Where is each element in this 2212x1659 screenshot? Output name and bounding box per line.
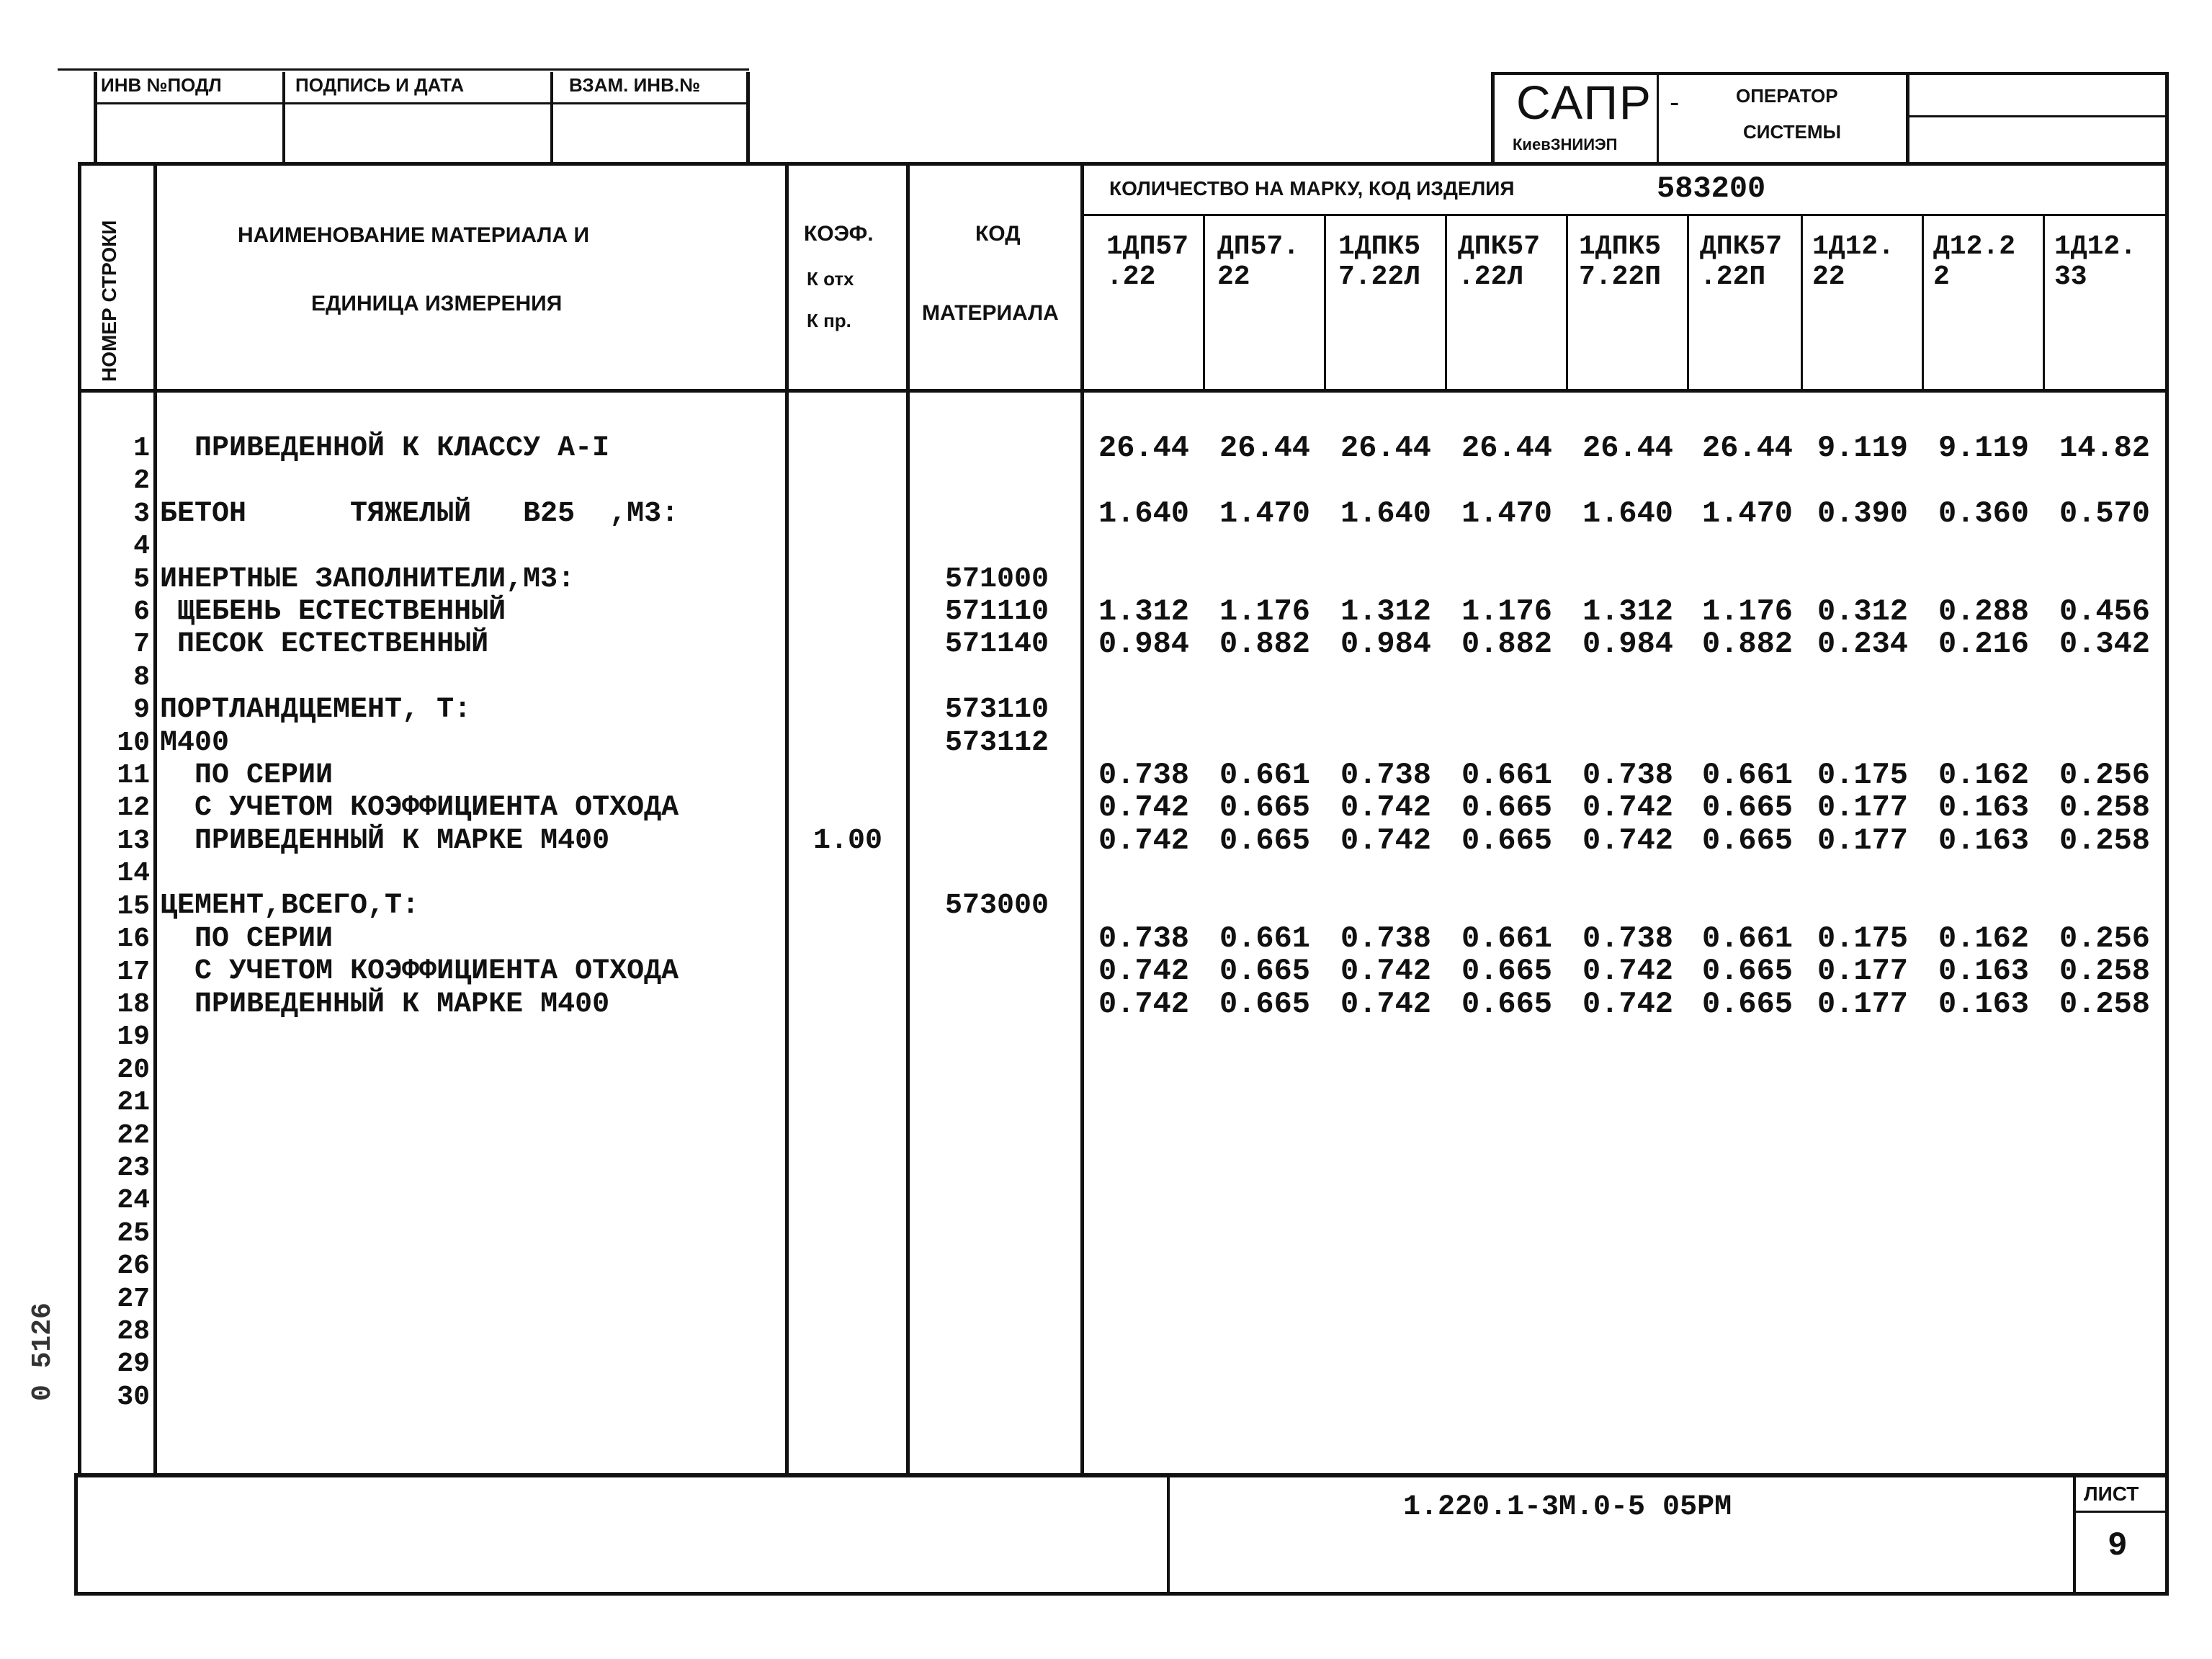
quantity-cell: 0.177 xyxy=(1817,986,1909,1021)
quantity-cell: 26.44 xyxy=(1219,431,1311,465)
material-codes xyxy=(913,432,1080,923)
operator-label: ОПЕРАТОР xyxy=(1736,85,1838,107)
material-description: ПЕСОК ЕСТЕСТВЕННЫЙ xyxy=(160,628,489,661)
quantity-cell xyxy=(1326,694,1446,726)
quantity-cell: 0.665 xyxy=(1701,823,1794,858)
quantity-cell xyxy=(1447,661,1567,694)
quantity-cell: 0.661 xyxy=(1461,921,1553,956)
quantity-cell: 0.984 xyxy=(1340,627,1432,662)
coefficient-value xyxy=(791,759,905,792)
quantity-cell xyxy=(1924,563,2043,596)
quantity-cell: 0.665 xyxy=(1461,954,1553,989)
row-number-header: НОМЕР СТРОКИ xyxy=(98,220,120,382)
quantity-cell: 0.288 xyxy=(1938,594,2030,629)
row-number: 16 xyxy=(117,924,150,955)
quantity-cell: 0.661 xyxy=(1219,757,1311,792)
coef-header-line3: К пр. xyxy=(807,310,851,331)
quantity-cell: 1.640 xyxy=(1340,496,1432,531)
quantity-cell xyxy=(2045,857,2164,890)
material-code xyxy=(913,661,1080,694)
quantity-cell xyxy=(1326,727,1446,759)
coef-header-line1: КОЭФ. xyxy=(804,222,874,246)
product-code: 583200 xyxy=(1657,171,1766,206)
quantity-cell: 0.742 xyxy=(1582,986,1674,1021)
coefficient-value: 1.00 xyxy=(812,824,882,857)
quantity-cell: 1.470 xyxy=(1461,496,1553,531)
quantity-cell: 0.661 xyxy=(1219,921,1311,956)
mark-header: 1ДП57 .22 xyxy=(1106,231,1189,292)
material-description: ПОРТЛАНДЦЕМЕНТ, Т: xyxy=(160,694,472,727)
row-number: 24 xyxy=(117,1185,150,1217)
quantity-cell xyxy=(1924,465,2043,497)
quantity-cell: 1.470 xyxy=(1701,496,1794,531)
mark-header: 1ДПК5 7.22П xyxy=(1579,231,1662,292)
material-description: ЩЕБЕНЬ ЕСТЕСТВЕННЫЙ xyxy=(160,595,506,628)
mark-header: ДП57. 22 xyxy=(1217,231,1300,292)
quantity-cell xyxy=(1326,661,1446,694)
coefficient-column xyxy=(791,432,905,857)
quantity-cell xyxy=(1568,694,1688,726)
quantity-cell: 0.742 xyxy=(1340,823,1432,858)
sheet-label: ЛИСТ xyxy=(2084,1483,2139,1505)
quantity-cell xyxy=(1205,890,1325,922)
quantity-cell xyxy=(1447,465,1567,497)
coefficient-value xyxy=(791,792,905,824)
material-code: 571000 xyxy=(944,563,1049,596)
quantity-cell: 0.258 xyxy=(2059,823,2151,858)
quantity-cell: 0.742 xyxy=(1098,986,1190,1021)
quantity-cell xyxy=(1205,465,1325,497)
quantity-cell: 0.342 xyxy=(2059,627,2151,662)
quantity-cell xyxy=(1688,661,1807,694)
mark-header: 1ДПК5 7.22Л xyxy=(1338,231,1421,292)
quantity-cell: 0.742 xyxy=(1582,790,1674,826)
quantity-column xyxy=(1568,432,1688,1021)
quantity-cell: 0.665 xyxy=(1701,954,1794,989)
quantity-column xyxy=(1205,432,1325,1021)
quantity-cell: 9.119 xyxy=(1817,431,1909,465)
quantity-cell: 0.738 xyxy=(1098,921,1190,956)
material-description: ПО СЕРИИ xyxy=(160,759,333,792)
quantity-cell xyxy=(1568,890,1688,922)
quantity-column xyxy=(1688,432,1807,1021)
coefficient-value xyxy=(791,628,905,661)
quantity-cell: 0.163 xyxy=(1938,954,2030,989)
quantity-cell xyxy=(1447,694,1567,726)
quantity-cell xyxy=(2045,890,2164,922)
quantity-cell xyxy=(1568,530,1688,563)
row-number: 5 xyxy=(133,563,150,595)
material-code: 571110 xyxy=(944,595,1049,628)
row-number: 18 xyxy=(117,988,150,1020)
material-description: М400 xyxy=(160,726,230,759)
material-code xyxy=(913,792,1080,824)
quantity-cell: 0.742 xyxy=(1582,823,1674,858)
quantity-cell xyxy=(1568,563,1688,596)
material-description: БЕТОН ТЯЖЕЛЫЙ В25 ,М3: xyxy=(160,497,679,530)
quantity-cell xyxy=(1205,857,1325,890)
quantity-cell xyxy=(1688,857,1807,890)
row-number: 8 xyxy=(133,661,150,693)
coefficient-value xyxy=(791,596,905,628)
quantity-cell: 0.742 xyxy=(1098,954,1190,989)
quantity-cell: 0.256 xyxy=(2059,921,2151,956)
quantity-cell: 0.162 xyxy=(1938,757,2030,792)
quantity-cell: 0.163 xyxy=(1938,823,2030,858)
quantity-cell: 0.742 xyxy=(1098,823,1190,858)
quantity-cell xyxy=(1447,530,1567,563)
quantity-cell xyxy=(1688,530,1807,563)
quantity-cell: 1.176 xyxy=(1701,594,1794,629)
quantity-cell: 0.234 xyxy=(1817,627,1909,662)
row-number: 13 xyxy=(117,825,150,857)
mark-header: 1Д12. 22 xyxy=(1812,231,1895,292)
stamp-inv-podl: ИНВ №ПОДЛ xyxy=(101,74,222,96)
material-code xyxy=(913,465,1080,497)
quantity-cell xyxy=(1447,727,1567,759)
row-number: 19 xyxy=(117,1021,150,1053)
quantity-cell: 0.661 xyxy=(1701,757,1794,792)
quantity-cell: 1.312 xyxy=(1340,594,1432,629)
quantity-cell xyxy=(1084,857,1204,890)
sheet-number: 9 xyxy=(2108,1527,2128,1565)
coefficient-value xyxy=(791,530,905,563)
material-code: 573000 xyxy=(944,890,1049,923)
quantity-cell xyxy=(1568,727,1688,759)
quantity-cell: 0.312 xyxy=(1817,594,1909,629)
quantity-cell: 0.258 xyxy=(2059,954,2151,989)
row-number: 2 xyxy=(133,465,150,497)
material-description: ПО СЕРИИ xyxy=(160,922,333,955)
quantity-cell: 0.175 xyxy=(1817,757,1909,792)
quantity-cell: 0.256 xyxy=(2059,757,2151,792)
row-number: 10 xyxy=(117,727,150,759)
quantity-cell xyxy=(1326,563,1446,596)
material-code: 573110 xyxy=(944,694,1049,727)
quantity-cell: 0.742 xyxy=(1340,954,1432,989)
quantity-cell xyxy=(1924,857,2043,890)
quantity-cell xyxy=(1688,727,1807,759)
material-description xyxy=(160,857,679,890)
coefficient-value xyxy=(791,563,905,596)
quantity-cell xyxy=(1205,661,1325,694)
row-number: 7 xyxy=(133,629,150,661)
quantity-cell xyxy=(1447,857,1567,890)
quantity-cell xyxy=(1326,530,1446,563)
quantity-cell xyxy=(2045,727,2164,759)
material-code: 571140 xyxy=(944,628,1049,661)
row-number: 17 xyxy=(117,956,150,988)
stamp-signature-date: ПОДПИСЬ И ДАТА xyxy=(295,74,465,96)
quantity-cell: 0.661 xyxy=(1461,757,1553,792)
row-number: 29 xyxy=(117,1349,150,1380)
quantity-cell: 26.44 xyxy=(1701,431,1794,465)
sapr-logo: САПР xyxy=(1516,76,1652,129)
coefficient-value xyxy=(791,694,905,726)
material-description xyxy=(160,661,679,694)
code-header-line2: МАТЕРИАЛА xyxy=(922,301,1059,325)
quantity-cell xyxy=(1924,890,2043,922)
material-code xyxy=(913,498,1080,530)
document-code: 1.220.1-3М.0-5 05РМ xyxy=(1403,1491,1732,1524)
row-number: 14 xyxy=(117,858,150,890)
quantity-cell xyxy=(1447,563,1567,596)
quantity-cell xyxy=(1803,465,1922,497)
organization-name: КиевЗНИИЭП xyxy=(1513,135,1618,153)
row-number: 20 xyxy=(117,1054,150,1086)
material-description: ЦЕМЕНТ,ВСЕГО,Т: xyxy=(160,890,420,923)
quantity-cell: 0.738 xyxy=(1340,757,1432,792)
quantity-cell xyxy=(2045,563,2164,596)
quantity-cell xyxy=(1924,727,2043,759)
quantity-cell: 0.984 xyxy=(1582,627,1674,662)
coefficient-value xyxy=(791,432,905,465)
coefficient-value xyxy=(791,727,905,759)
quantity-cell xyxy=(1803,563,1922,596)
quantity-cell: 1.176 xyxy=(1219,594,1311,629)
quantity-cell: 0.882 xyxy=(1701,627,1794,662)
quantity-cell: 0.738 xyxy=(1098,757,1190,792)
quantity-cell: 0.177 xyxy=(1817,954,1909,989)
dash-mark: - xyxy=(1670,86,1680,118)
quantity-cell: 0.360 xyxy=(1938,496,2030,531)
row-number: 6 xyxy=(133,596,150,628)
quantity-cell xyxy=(1084,694,1204,726)
quantity-column xyxy=(1326,432,1446,1021)
material-description: ИНЕРТНЫЕ ЗАПОЛНИТЕЛИ,М3: xyxy=(160,563,576,596)
mark-header: ДПК57 .22П xyxy=(1700,231,1783,292)
quantity-cell xyxy=(1205,694,1325,726)
quantity-cell xyxy=(1803,661,1922,694)
quantity-cell xyxy=(1688,694,1807,726)
quantity-cell xyxy=(1084,727,1204,759)
material-code xyxy=(913,857,1080,890)
quantity-cell: 0.177 xyxy=(1817,823,1909,858)
coef-header-line2: К отх xyxy=(807,268,854,290)
row-number: 1 xyxy=(133,433,150,464)
row-number: 4 xyxy=(133,531,150,563)
quantity-cell: 0.738 xyxy=(1582,757,1674,792)
row-number: 30 xyxy=(117,1381,150,1413)
quantity-cell xyxy=(1688,890,1807,922)
system-label: СИСТЕМЫ xyxy=(1743,121,1841,143)
quantity-cell xyxy=(2045,661,2164,694)
quantity-cell: 0.742 xyxy=(1098,790,1190,826)
quantity-column xyxy=(1447,432,1567,1021)
quantity-cell: 26.44 xyxy=(1098,431,1190,465)
quantity-column xyxy=(1924,432,2043,1021)
quantity-cell: 26.44 xyxy=(1461,431,1553,465)
row-number: 23 xyxy=(117,1152,150,1184)
quantity-cell: 1.312 xyxy=(1098,594,1190,629)
quantity-cell xyxy=(1205,563,1325,596)
quantity-cell xyxy=(1568,465,1688,497)
quantity-cell: 0.742 xyxy=(1340,790,1432,826)
row-number: 3 xyxy=(133,498,150,529)
quantity-cell: 0.738 xyxy=(1582,921,1674,956)
quantity-cell xyxy=(1084,890,1204,922)
quantity-cell: 0.665 xyxy=(1461,986,1553,1021)
quantity-cell xyxy=(1803,890,1922,922)
material-code xyxy=(913,825,1080,857)
material-header-line1: НАИМЕНОВАНИЕ МАТЕРИАЛА И xyxy=(238,223,590,247)
quantity-cell: 0.570 xyxy=(2059,496,2151,531)
material-code xyxy=(913,759,1080,792)
row-number: 26 xyxy=(117,1251,150,1282)
quantity-cell: 0.738 xyxy=(1340,921,1432,956)
quantity-cell xyxy=(1084,465,1204,497)
quantity-cell xyxy=(2045,530,2164,563)
quantity-cell xyxy=(1688,465,1807,497)
quantity-cell xyxy=(1568,661,1688,694)
quantity-cell: 0.882 xyxy=(1461,627,1553,662)
quantity-cell xyxy=(1205,727,1325,759)
row-number: 27 xyxy=(117,1283,150,1315)
quantity-cell xyxy=(1803,727,1922,759)
material-description: ПРИВЕДЕННОЙ К КЛАССУ А-I xyxy=(160,432,610,465)
quantity-cell xyxy=(1084,563,1204,596)
quantity-cell xyxy=(1084,530,1204,563)
quantity-cell xyxy=(1688,563,1807,596)
quantity-cell: 0.258 xyxy=(2059,790,2151,826)
quantity-cell: 0.665 xyxy=(1219,986,1311,1021)
quantity-cell: 1.470 xyxy=(1219,496,1311,531)
quantity-cell: 0.216 xyxy=(1938,627,2030,662)
quantity-cell: 0.665 xyxy=(1461,790,1553,826)
material-description: С УЧЕТОМ КОЭФФИЦИЕНТА ОТХОДА xyxy=(160,955,679,988)
quantity-cell: 0.665 xyxy=(1219,823,1311,858)
quantity-cell: 0.665 xyxy=(1219,790,1311,826)
material-description: ПРИВЕДЕННЫЙ К МАРКЕ М400 xyxy=(160,988,610,1021)
quantity-cell: 0.665 xyxy=(1219,954,1311,989)
quantity-cell: 0.163 xyxy=(1938,986,2030,1021)
quantity-cell xyxy=(1924,661,2043,694)
quantity-column xyxy=(2045,432,2164,1021)
coefficient-value xyxy=(791,498,905,530)
quantity-cell: 14.82 xyxy=(2059,431,2151,465)
quantity-cell: 0.175 xyxy=(1817,921,1909,956)
mark-header: ДПК57 .22Л xyxy=(1458,231,1541,292)
material-description xyxy=(160,530,679,563)
quantity-cell: 9.119 xyxy=(1938,431,2030,465)
row-number: 12 xyxy=(117,792,150,824)
material-description: С УЧЕТОМ КОЭФФИЦИЕНТА ОТХОДА xyxy=(160,792,679,825)
quantity-cell xyxy=(1447,890,1567,922)
quantity-cell: 1.176 xyxy=(1461,594,1553,629)
quantity-cell xyxy=(1803,530,1922,563)
quantity-cell: 1.640 xyxy=(1098,496,1190,531)
coefficient-value xyxy=(791,661,905,694)
quantity-cell: 0.177 xyxy=(1817,790,1909,826)
material-description xyxy=(160,465,679,497)
quantity-cell xyxy=(1205,530,1325,563)
quantity-column xyxy=(1084,432,1204,1021)
margin-note: 0 5126 xyxy=(27,1302,58,1401)
quantity-cell xyxy=(1924,530,2043,563)
stamp-vzam-inv: ВЗАМ. ИНВ.№ xyxy=(569,74,701,96)
mark-header: Д12.2 2 xyxy=(1933,231,2016,292)
quantity-cell: 0.390 xyxy=(1817,496,1909,531)
row-numbers xyxy=(81,432,150,1413)
quantity-cell xyxy=(2045,465,2164,497)
mark-header: 1Д12. 33 xyxy=(2054,231,2137,292)
quantity-cell: 0.742 xyxy=(1340,986,1432,1021)
row-number: 9 xyxy=(133,694,150,726)
material-header-line2: ЕДИНИЦА ИЗМЕРЕНИЯ xyxy=(311,292,563,316)
quantity-cell xyxy=(1326,857,1446,890)
quantity-cell: 0.162 xyxy=(1938,921,2030,956)
quantity-cell: 0.661 xyxy=(1701,921,1794,956)
code-header-line1: КОД xyxy=(975,222,1021,246)
quantity-cell xyxy=(1326,465,1446,497)
row-number: 21 xyxy=(117,1087,150,1119)
quantity-cell xyxy=(1568,857,1688,890)
quantity-cell: 0.456 xyxy=(2059,594,2151,629)
material-description: ПРИВЕДЕННЫЙ К МАРКЕ М400 xyxy=(160,824,610,857)
quantity-cell: 0.984 xyxy=(1098,627,1190,662)
material-descriptions xyxy=(160,432,679,1021)
quantity-cell: 26.44 xyxy=(1582,431,1674,465)
quantity-cell: 1.312 xyxy=(1582,594,1674,629)
row-number: 11 xyxy=(117,760,150,792)
quantity-cell xyxy=(1803,694,1922,726)
quantity-cell xyxy=(2045,694,2164,726)
quantity-cell xyxy=(1084,661,1204,694)
material-code xyxy=(913,432,1080,465)
row-number: 15 xyxy=(117,890,150,922)
quantity-header: КОЛИЧЕСТВО НА МАРКУ, КОД ИЗДЕЛИЯ xyxy=(1109,177,1515,200)
quantity-column xyxy=(1803,432,1922,1021)
material-code xyxy=(913,530,1080,563)
quantity-cell: 26.44 xyxy=(1340,431,1432,465)
row-number: 22 xyxy=(117,1119,150,1151)
quantity-cell xyxy=(1326,890,1446,922)
quantity-cell: 1.640 xyxy=(1582,496,1674,531)
material-code: 573112 xyxy=(944,726,1049,759)
quantity-cell: 0.163 xyxy=(1938,790,2030,826)
quantity-cell: 0.882 xyxy=(1219,627,1311,662)
quantity-cell xyxy=(1924,694,2043,726)
quantity-cell: 0.742 xyxy=(1582,954,1674,989)
quantity-cell: 0.665 xyxy=(1461,823,1553,858)
quantity-cell: 0.665 xyxy=(1701,790,1794,826)
coefficient-value xyxy=(791,465,905,497)
row-number: 25 xyxy=(117,1217,150,1249)
quantity-cell: 0.665 xyxy=(1701,986,1794,1021)
quantity-cell xyxy=(1803,857,1922,890)
quantity-cell: 0.258 xyxy=(2059,986,2151,1021)
row-number: 28 xyxy=(117,1315,150,1347)
